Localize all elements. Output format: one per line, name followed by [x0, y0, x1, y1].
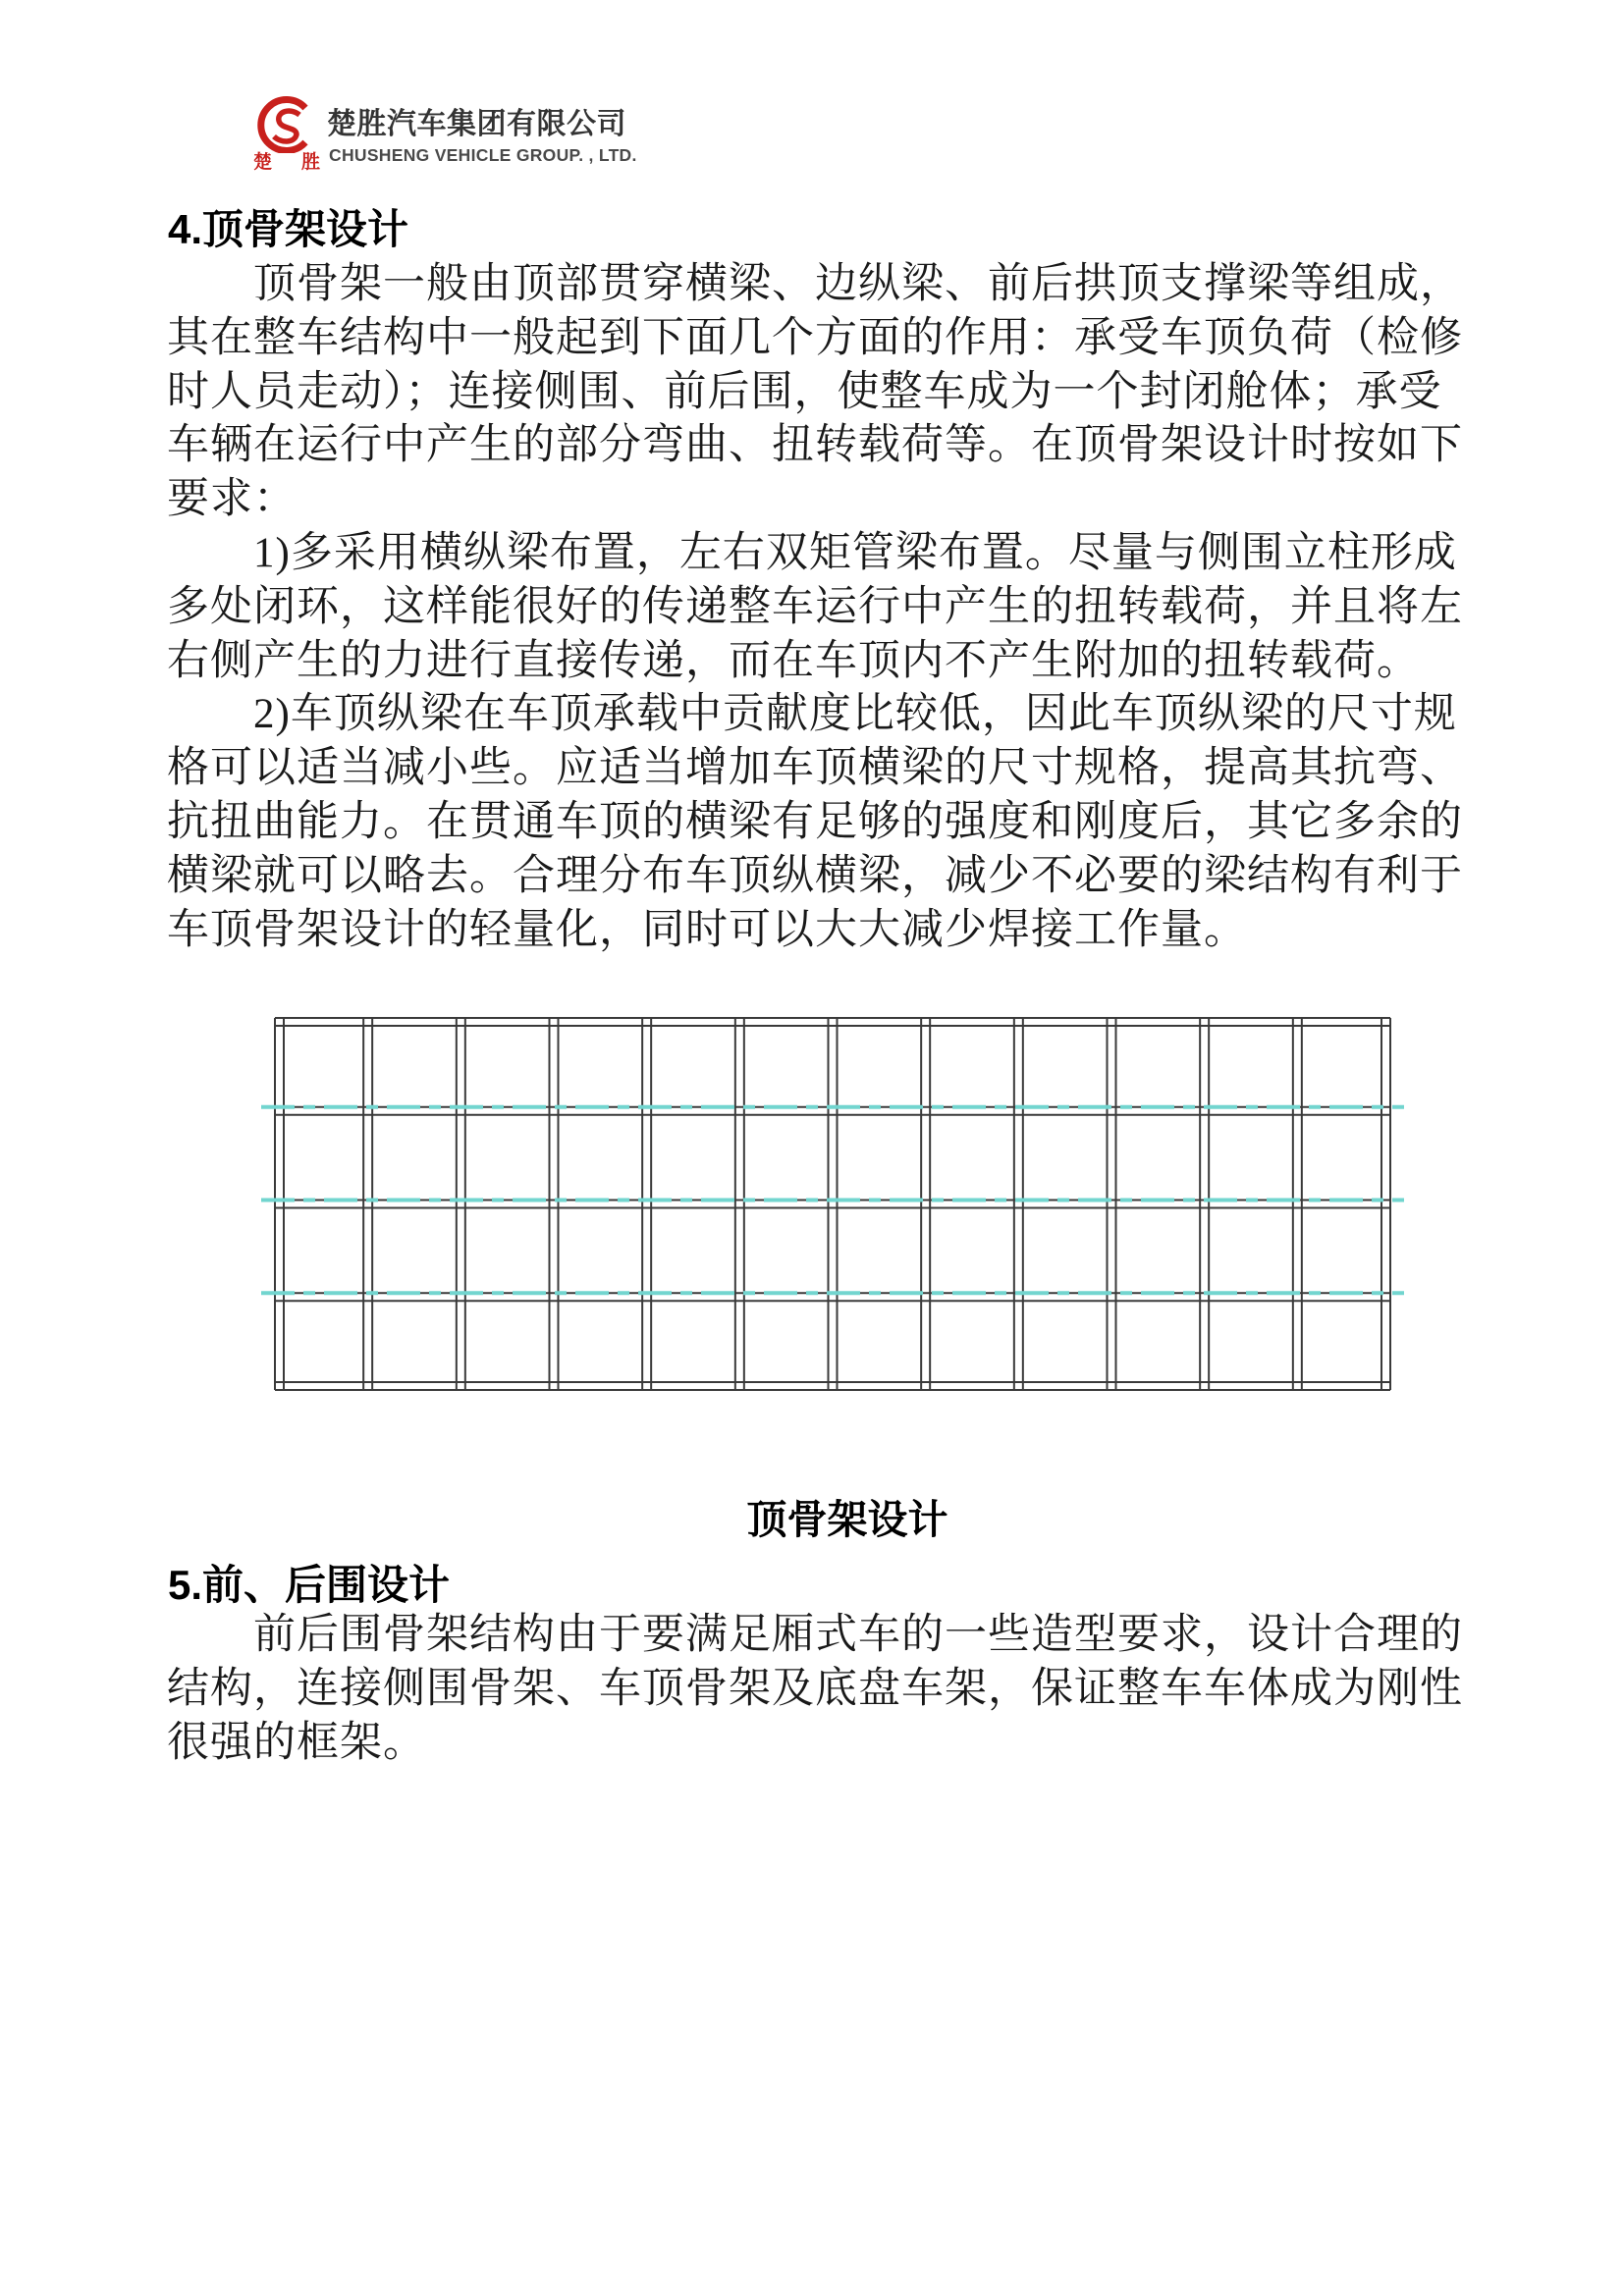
- text-line: 格可以适当减小些。应适当增加车顶横梁的尺寸规格，提高其抗弯、: [167, 745, 1463, 792]
- text-line: 横梁就可以略去。合理分布车顶纵横梁，减少不必要的梁结构有利于: [167, 852, 1463, 899]
- paragraph: [167, 527, 1477, 688]
- seal-char-right: 胜: [300, 152, 320, 173]
- company-name-en: CHUSHENG VEHICLE GROUP. , LTD.: [329, 145, 637, 165]
- section4-heading: 4.顶骨架设计: [168, 206, 409, 252]
- section5-heading: 5.前、后围设计: [168, 1562, 451, 1608]
- text-line: 抗扭曲能力。在贯通车顶的横梁有足够的强度和刚度后，其它多余的: [167, 798, 1463, 845]
- roof-frame-figure: [261, 1016, 1404, 1393]
- paragraph: [167, 1609, 1477, 1770]
- text-line: 车辆在运行中产生的部分弯曲、扭转载荷等。在顶骨架设计时按如下: [167, 422, 1463, 469]
- logo-seal-text: [253, 147, 320, 174]
- section5-body: [167, 1609, 1477, 1770]
- logo-emblem-icon: [251, 96, 322, 153]
- text-line: 车顶骨架设计的轻量化，同时可以大大减少焊接工作量。: [167, 906, 1247, 953]
- text-line: 很强的框架。: [167, 1719, 426, 1766]
- text-line: 1)多采用横纵梁布置，左右双矩管梁布置。尽量与侧围立柱形成: [253, 529, 1457, 576]
- text-line: 要求：: [167, 476, 297, 523]
- paragraph: [167, 258, 1477, 527]
- company-logo-icon: [251, 96, 322, 153]
- company-name-zh: 楚胜汽车集团有限公司: [327, 108, 626, 140]
- text-line: 右侧产生的力进行直接传递，而在车顶内不产生附加的扭转载荷。: [167, 637, 1420, 684]
- text-line: 结构，连接侧围骨架、车顶骨架及底盘车架，保证整车车体成为刚性: [167, 1665, 1463, 1712]
- seal-char-left: 楚: [253, 152, 273, 173]
- text-line: 前后围骨架结构由于要满足厢式车的一些造型要求，设计合理的: [253, 1612, 1463, 1658]
- section4-body: [167, 258, 1477, 957]
- figure-caption: 顶骨架设计: [746, 1497, 948, 1542]
- text-line: 顶骨架一般由顶部贯穿横梁、边纵梁、前后拱顶支撑梁等组成，: [253, 261, 1463, 307]
- text-line: 时人员走动）；连接侧围、前后围，使整车成为一个封闭舱体；承受: [167, 368, 1442, 415]
- text-line: 2)车顶纵梁在车顶承载中贡献度比较低，因此车顶纵梁的尺寸规: [253, 691, 1457, 738]
- roof-frame-drawing: [261, 1016, 1404, 1393]
- paragraph: [167, 688, 1477, 957]
- text-line: 其在整车结构中一般起到下面几个方面的作用：承受车顶负荷（检修: [167, 314, 1463, 361]
- text-line: 多处闭环，这样能很好的传递整车运行中产生的扭转载荷，并且将左: [167, 583, 1463, 630]
